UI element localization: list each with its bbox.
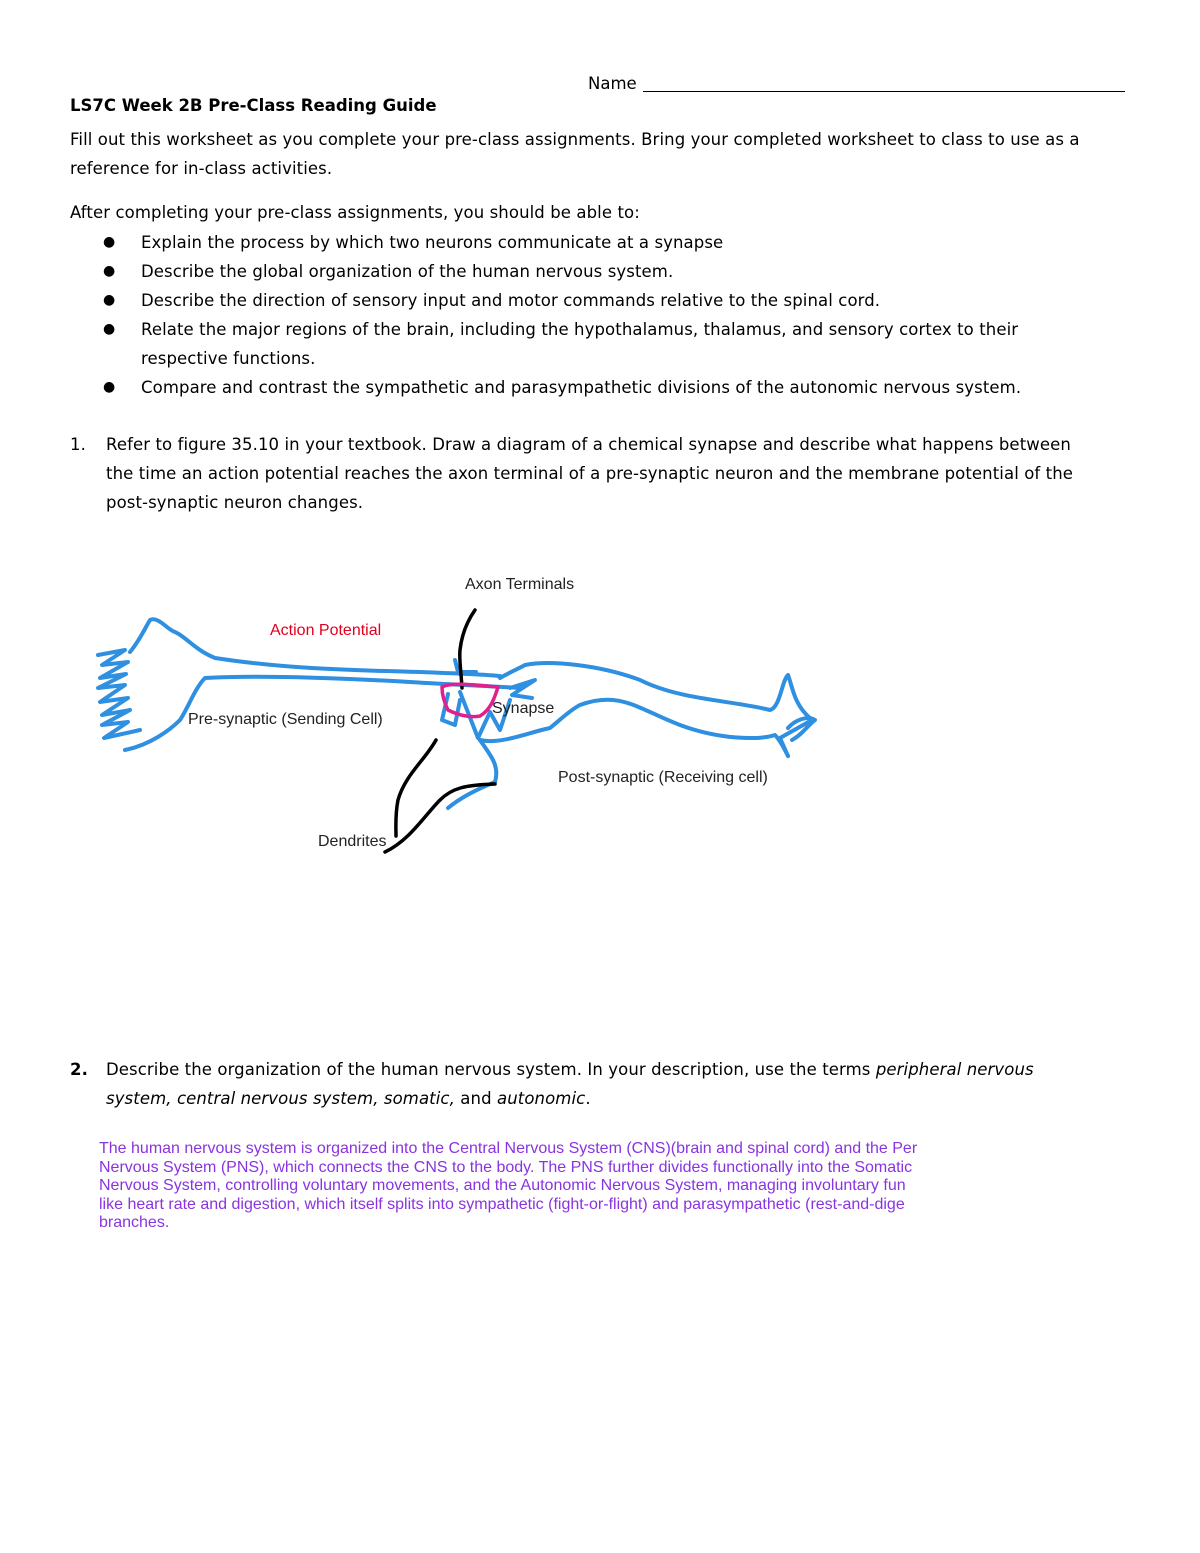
intro-line-2: reference for in-class activities. — [70, 159, 333, 178]
question-1 — [70, 430, 1132, 517]
objectives-list — [70, 228, 1130, 402]
question-1-line-2: the time an action potential reaches the axon terminal of a pre-synaptic neuron and the membrane potential of the — [106, 464, 1074, 483]
bullet-icon: ● — [103, 234, 116, 250]
list-item: ● Explain the process by which two neurons communicate at a synapse — [70, 228, 1130, 257]
postsynaptic-dendrite — [448, 740, 496, 808]
intro-line-1: Fill out this worksheet as you complete your pre-class assignments. Bring your completed worksheet to class to use as a — [70, 130, 1080, 149]
answer-text[interactable] — [99, 1140, 989, 1233]
label-action-potential: Action Potential — [270, 622, 382, 639]
label-synapse: Synapse — [492, 700, 555, 717]
presynaptic-dendrites — [98, 650, 140, 738]
name-field — [588, 72, 1125, 93]
question-number: 1. — [70, 435, 86, 454]
label-postsynaptic: Post-synaptic (Receiving cell) — [558, 769, 768, 786]
page-title: LS7C Week 2B Pre-Class Reading Guide — [70, 96, 437, 115]
name-label: Name — [588, 74, 637, 93]
bullet-icon: ● — [103, 263, 116, 279]
question-2-line-2: system, central nervous system, somatic, and autonomic. — [106, 1089, 591, 1108]
objectives-lead: After completing your pre-class assignments, you should be able to: — [70, 203, 640, 222]
label-dendrites: Dendrites — [318, 833, 387, 850]
question-1-line-1: Refer to figure 35.10 in your textbook. Draw a diagram of a chemical synapse and describe what happens between — [106, 435, 1071, 454]
list-item: ● Compare and contrast the sympathetic and parasympathetic divisions of the autonomic nervous system. — [70, 373, 1130, 402]
label-axon-terminals: Axon Terminals — [465, 576, 575, 593]
list-item: ● Describe the global organization of the human nervous system. — [70, 257, 1130, 286]
list-item: ● Describe the direction of sensory input and motor commands relative to the spinal cord. — [70, 286, 1130, 315]
dendrites-pointer-1 — [396, 740, 436, 836]
label-presynaptic: Pre-synaptic (Sending Cell) — [188, 711, 383, 728]
list-item: ● Relate the major regions of the brain, including the hypothalamus, thalamus, and sensory cortex to their respective functions. — [70, 315, 1130, 373]
pointer-lines — [385, 610, 495, 852]
bullet-icon: ● — [103, 321, 116, 337]
synapse-drawing — [80, 560, 840, 860]
synapse-diagram — [80, 560, 840, 860]
question-number: 2. — [70, 1060, 88, 1079]
bullet-icon: ● — [103, 379, 116, 395]
question-2 — [70, 1055, 1132, 1113]
answer-line-1: The human nervous system is organized into the Central Nervous System (CNS)(brain and spinal cord) and the Per — [99, 1140, 918, 1157]
axon-terminals-pointer — [460, 610, 475, 688]
axon-terminal-upper — [455, 660, 476, 672]
intro-paragraph — [70, 125, 1130, 183]
question-1-line-3: post-synaptic neuron changes. — [106, 493, 364, 512]
name-blank-line[interactable] — [643, 72, 1125, 92]
answer-line-5: branches. — [99, 1214, 170, 1231]
bullet-icon: ● — [103, 292, 116, 308]
answer-line-2: Nervous System (PNS), which connects the CNS to the body. The PNS further divides functionally into the Somatic — [99, 1158, 913, 1176]
question-2-line-1: Describe the organization of the human nervous system. In your description, use the terms peripheral nervous — [106, 1060, 1034, 1079]
answer-line-4: like heart rate and digestion, which itself splits into sympathetic (fight-or-flight) and parasympathetic (rest-and-dige — [99, 1195, 905, 1213]
answer-line-3: Nervous System, controlling voluntary movements, and the Autonomic Nervous System, managing involuntary fun — [99, 1177, 906, 1194]
